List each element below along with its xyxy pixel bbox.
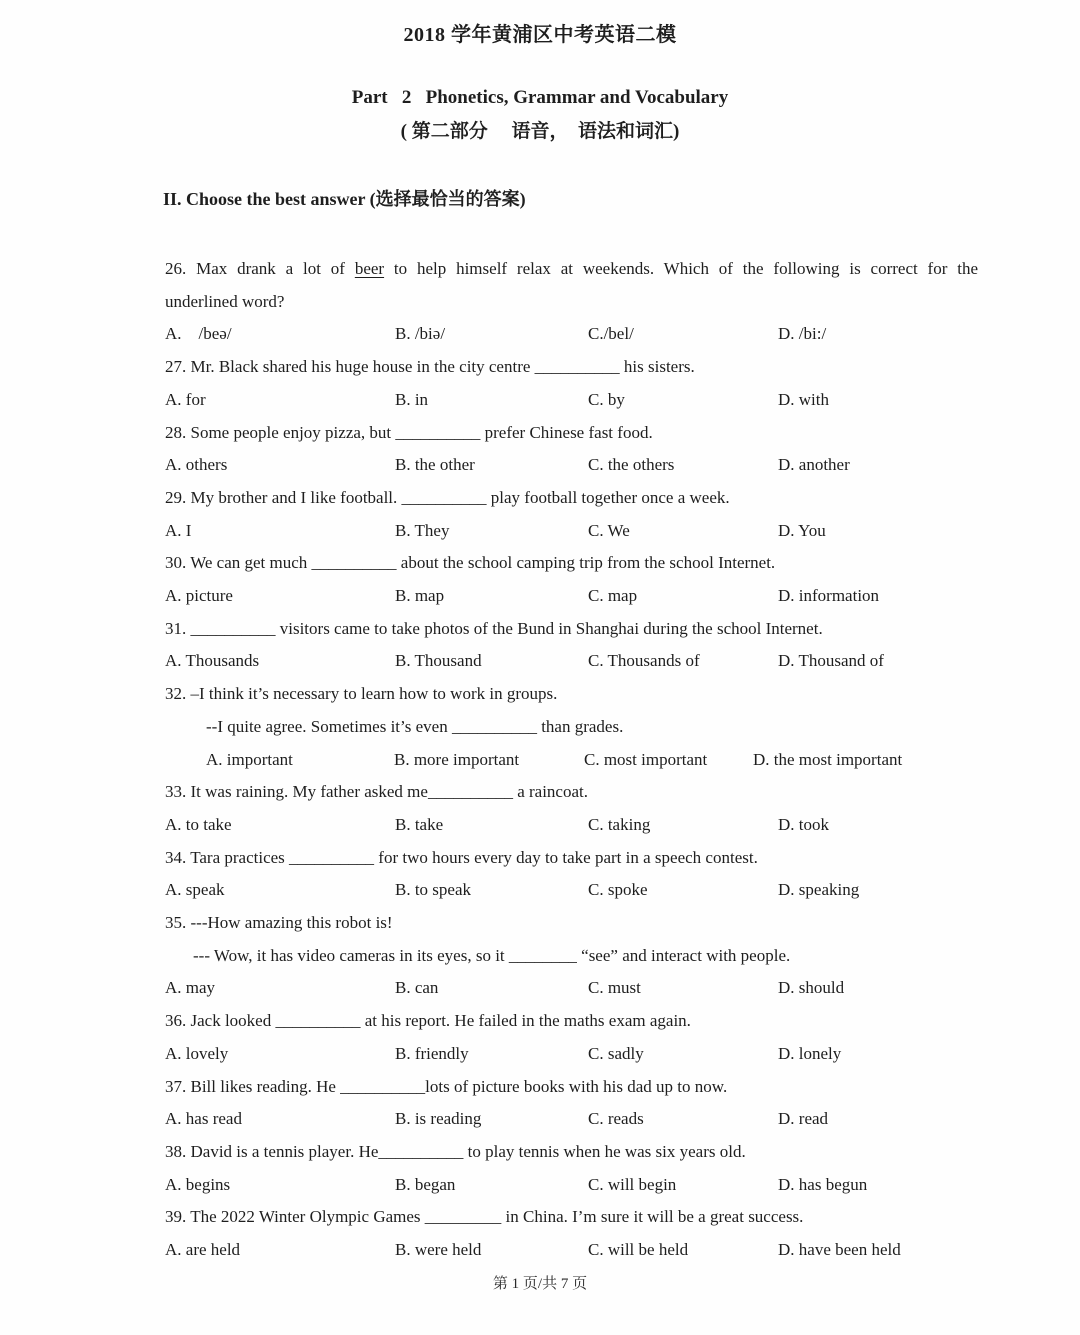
question-34-option-d: D. speaking: [778, 880, 860, 900]
question-37-option-c: C. reads: [588, 1109, 644, 1129]
question-35-text-line2: --- Wow, it has video cameras in its eyes, so it ________ “see” and interact with people.: [193, 945, 791, 965]
question-31-options: [0, 645, 1080, 678]
question-list: [0, 253, 1080, 1267]
question-30-option-a: A. picture: [165, 586, 233, 606]
question-27-option-b: B. in: [395, 389, 429, 409]
question-37-option-d: D. read: [778, 1109, 829, 1129]
question-39-option-c: C. will be held: [588, 1240, 689, 1260]
question-33-option-c: C. taking: [588, 814, 651, 834]
question-37-option-a: A. has read: [165, 1109, 242, 1129]
question-36-options: [0, 1038, 1080, 1071]
part-heading-chinese: ( 第二部分 语音， 语法和词汇): [400, 121, 680, 142]
question-28-options: [0, 449, 1080, 482]
question-28-option-c: C. the others: [588, 455, 675, 475]
question-26-text-line2: underlined word?: [165, 291, 285, 311]
question-39-option-a: A. are held: [165, 1240, 241, 1260]
question-36-option-a: A. lovely: [165, 1043, 229, 1063]
question-38-text: 38. David is a tennis player. He__________ to play tennis when he was six years old.: [165, 1141, 746, 1161]
document-title: 2018 学年黄浦区中考英语二模: [403, 24, 677, 46]
question-31-option-b: B. Thousand: [395, 651, 482, 671]
question-38-option-d: D. has begun: [778, 1174, 868, 1194]
question-31-option-c: C. Thousands of: [588, 651, 700, 671]
question-27-option-d: D. with: [778, 389, 829, 409]
question-31-option-a: A. Thousands: [165, 651, 260, 671]
question-29-text: 29. My brother and I like football. __________ play football together once a week.: [165, 487, 730, 507]
question-30-option-d: D. information: [778, 586, 880, 606]
question-32-option-a: A. important: [206, 749, 293, 769]
question-30-option-c: C. map: [588, 586, 638, 606]
question-26-option-d: D. /bi:/: [778, 324, 827, 344]
question-35-option-d: D. should: [778, 978, 845, 998]
question-35-option-b: B. can: [395, 978, 439, 998]
question-32-text-line1: 32. –I think it’s necessary to learn how to work in groups.: [165, 684, 558, 704]
question-34-option-a: A. speak: [165, 880, 225, 900]
question-32-text-line2: --I quite agree. Sometimes it’s even __________ than grades.: [206, 716, 624, 736]
question-38-option-b: B. began: [395, 1174, 456, 1194]
question-39-text: 39. The 2022 Winter Olympic Games _________ in China. I’m sure it will be a great success.: [165, 1207, 804, 1227]
question-26-text-line1: [0, 253, 1080, 286]
question-36-option-c: C. sadly: [588, 1043, 644, 1063]
question-26-option-a: A. /beə/: [165, 324, 232, 344]
question-34-options: [0, 874, 1080, 907]
question-34-option-c: C. spoke: [588, 880, 648, 900]
question-30-text: 30. We can get much __________ about the school camping trip from the school Internet.: [165, 553, 776, 573]
question-27-option-c: C. by: [588, 389, 625, 409]
part-heading-english: Part 2 Phonetics, Grammar and Vocabulary: [351, 87, 729, 108]
question-27-option-a: A. for: [165, 389, 206, 409]
section-heading: II. Choose the best answer (选择最恰当的答案): [163, 189, 526, 209]
question-36-text: 36. Jack looked __________ at his report. He failed in the maths exam again.: [165, 1011, 691, 1031]
question-33-option-a: A. to take: [165, 814, 232, 834]
question-34-option-b: B. to speak: [395, 880, 472, 900]
question-29-option-a: A. I: [165, 520, 192, 540]
question-32-options: [0, 744, 1080, 777]
question-35-text-line1: 35. ---How amazing this robot is!: [165, 913, 393, 933]
question-39-options: [0, 1234, 1080, 1267]
question-32-option-c: C. most important: [584, 749, 708, 769]
question-37-options: [0, 1103, 1080, 1136]
question-38-option-c: C. will begin: [588, 1174, 677, 1194]
question-29-option-d: D. You: [778, 520, 826, 540]
question-28-option-b: B. the other: [395, 455, 475, 475]
question-26-pre: 26. Max drank a lot of: [165, 259, 355, 278]
question-33-option-b: B. take: [395, 814, 444, 834]
question-36-option-d: D. lonely: [778, 1043, 842, 1063]
question-30-options: [0, 580, 1080, 613]
question-26-post: to help himself relax at weekends. Which of the following is correct for the: [384, 259, 978, 278]
question-26-options: [0, 318, 1080, 351]
question-36-option-b: B. friendly: [395, 1043, 469, 1063]
question-27-text: 27. Mr. Black shared his huge house in the city centre __________ his sisters.: [165, 357, 695, 377]
question-29-options: [0, 515, 1080, 548]
question-38-options: [0, 1169, 1080, 1202]
question-35-option-a: A. may: [165, 978, 216, 998]
question-33-options: [0, 809, 1080, 842]
question-33-option-d: D. took: [778, 814, 829, 834]
question-32-option-b: B. more important: [394, 749, 520, 769]
question-35-option-c: C. must: [588, 978, 641, 998]
question-27-options: [0, 384, 1080, 417]
question-37-text: 37. Bill likes reading. He __________lots of picture books with his dad up to now.: [165, 1076, 728, 1096]
question-35-options: [0, 972, 1080, 1005]
question-29-option-c: C. We: [588, 520, 630, 540]
question-26-option-c: C./bel/: [588, 324, 634, 344]
question-29-option-b: B. They: [395, 520, 450, 540]
question-38-option-a: A. begins: [165, 1174, 231, 1194]
question-28-option-a: A. others: [165, 455, 228, 475]
question-28-option-d: D. another: [778, 455, 850, 475]
question-39-option-d: D. have been held: [778, 1240, 901, 1260]
question-30-option-b: B. map: [395, 586, 445, 606]
footer-page-indicator: 第 1 页/共 7 页: [492, 1275, 588, 1292]
question-26-option-b: B. /biə/: [395, 324, 446, 344]
question-32-option-d: D. the most important: [753, 749, 903, 769]
question-31-option-d: D. Thousand of: [778, 651, 884, 671]
question-39-option-b: B. were held: [395, 1240, 482, 1260]
question-33-text: 33. It was raining. My father asked me__________ a raincoat.: [165, 782, 588, 802]
question-31-text: 31. __________ visitors came to take photos of the Bund in Shanghai during the school Internet.: [165, 618, 823, 638]
question-34-text: 34. Tara practices __________ for two hours every day to take part in a speech contest.: [165, 847, 758, 867]
question-37-option-b: B. is reading: [395, 1109, 482, 1129]
question-26-underlined-word: beer: [354, 259, 385, 278]
question-28-text: 28. Some people enjoy pizza, but __________ prefer Chinese fast food.: [165, 422, 653, 442]
